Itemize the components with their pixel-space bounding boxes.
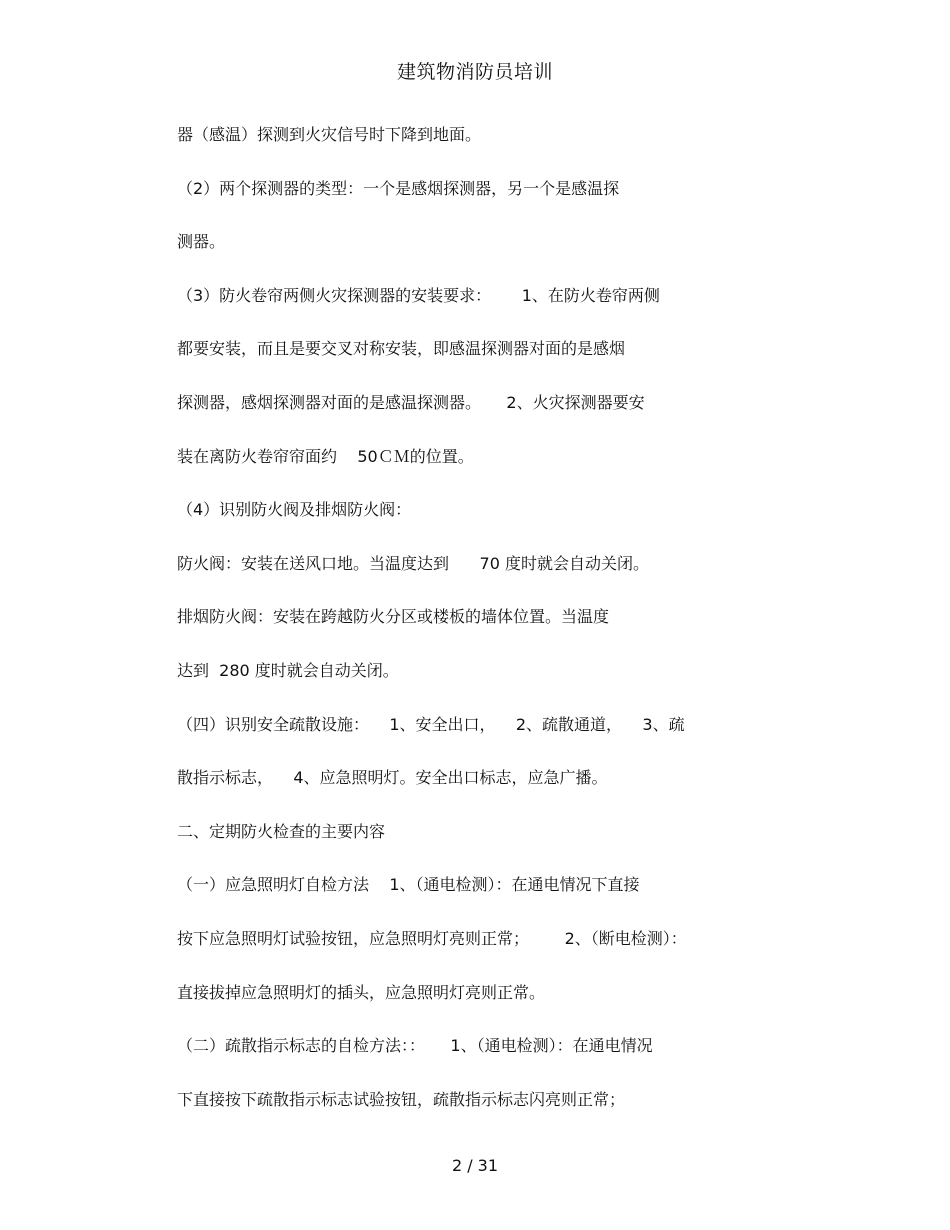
text-line: 测器。 <box>177 232 226 252</box>
section-heading: 二、定期防火检查的主要内容 <box>177 821 386 841</box>
text-line: 按下应急照明灯试验按钮，应急照明灯亮则正常； 2、（断电检测）： <box>177 928 687 948</box>
text-line: 下直接按下疏散指示标志试验按钮，疏散指示标志闪亮则正常； <box>177 1089 626 1109</box>
page-title: 建筑物消防员培训 <box>396 61 553 83</box>
text-line: 直接拔掉应急照明灯的插头，应急照明灯亮则正常。 <box>177 982 546 1002</box>
text-line: （一）应急照明灯自检方法 1、（通电检测）：在通电情况下直接 <box>177 875 640 895</box>
text-line: 散指示标志， 4、应急照明灯。安全出口标志，应急广播。 <box>177 768 608 788</box>
text-line: （2）两个探测器的类型：一个是感烟探测器，另一个是感温探 <box>177 178 620 198</box>
text-line: 装在离防火卷帘帘面约 50ＣＭ的位置。 <box>177 446 474 466</box>
text-line: （3）防火卷帘两侧火灾探测器的安装要求： 1、在防火卷帘两侧 <box>177 285 660 305</box>
page-number: 2 / 31 <box>451 1156 499 1175</box>
text-line: 器（感温）探测到火灾信号时下降到地面。 <box>177 125 482 144</box>
document-body <box>177 118 777 1136</box>
text-line: 达到 280 度时就会自动关闭。 <box>177 660 399 680</box>
text-line: 都要安装，而且是要交叉对称安装，即感温探测器对面的是感烟 <box>177 339 626 359</box>
text-line: 防火阀：安装在送风口地。当温度达到 70 度时就会自动关闭。 <box>177 553 649 573</box>
text-line: （4）识别防火阀及排烟防火阀： <box>177 500 412 520</box>
text-line: 排烟防火阀：安装在跨越防火分区或楼板的墙体位置。当温度 <box>177 607 610 627</box>
text-line: （二）疏散指示标志的自检方法：： 1、（通电检测）：在通电情况 <box>177 1036 653 1056</box>
text-line: 探测器，感烟探测器对面的是感温探测器。 2、火灾探测器要安 <box>177 392 645 412</box>
text-line: （四）识别安全疏散设施： 1、安全出口， 2、疏散通道， 3、疏 <box>177 714 685 734</box>
